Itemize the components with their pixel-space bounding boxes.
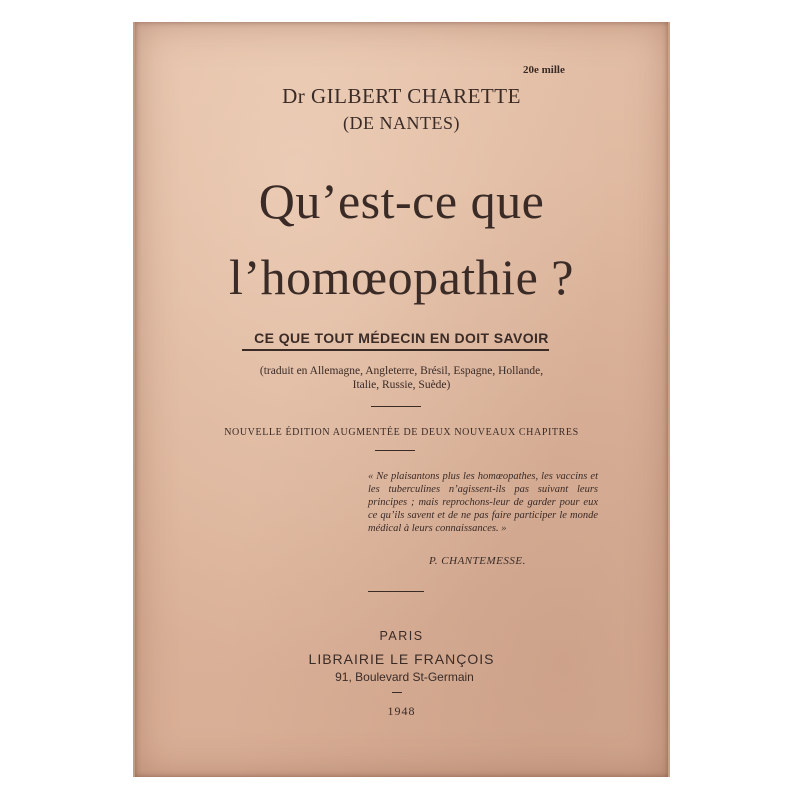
edition-note: NOUVELLE ÉDITION AUGMENTÉE DE DEUX NOUVEAUX CHAPITRES [224, 427, 579, 438]
divider-2 [375, 450, 415, 451]
title-line-1: Qu’est-ce que [258, 173, 545, 229]
print-run-label: 20e mille [523, 64, 565, 76]
subtitle: CE QUE TOUT MÉDECIN EN DOIT SAVOIR [254, 330, 549, 346]
publisher-name: LIBRAIRIE LE FRANÇOIS [308, 651, 495, 667]
divider-4 [392, 692, 402, 693]
publication-year: 1948 [387, 704, 416, 718]
publisher-city: PARIS [379, 629, 424, 643]
translations-line-2: Italie, Russie, Suède) [352, 379, 451, 391]
divider-3 [368, 591, 424, 592]
divider-1 [371, 406, 421, 407]
publisher-address: 91, Boulevard St-Germain [335, 670, 474, 684]
epigraph-quote: « Ne plaisantons plus les homœopathes, les vaccins et les tuberculines n’agissent-ils pas suivant leurs principes ; mais reprochons-leur de garder pour eux ce qu’ils savent et de ne pas faire participer le monde médical à leurs connaissances. » [368, 471, 598, 534]
subtitle-underline [242, 349, 549, 351]
title-line-2: l’homœopathie ? [229, 249, 574, 305]
author-name: Dr GILBERT CHARETTE [282, 84, 521, 108]
author-origin: (DE NANTES) [343, 113, 460, 133]
epigraph-author: P. CHANTEMESSE. [429, 555, 526, 567]
book-cover [133, 22, 670, 777]
translations-line-1: (traduit en Allemagne, Angleterre, Brésil, Espagne, Hollande, [259, 365, 544, 377]
